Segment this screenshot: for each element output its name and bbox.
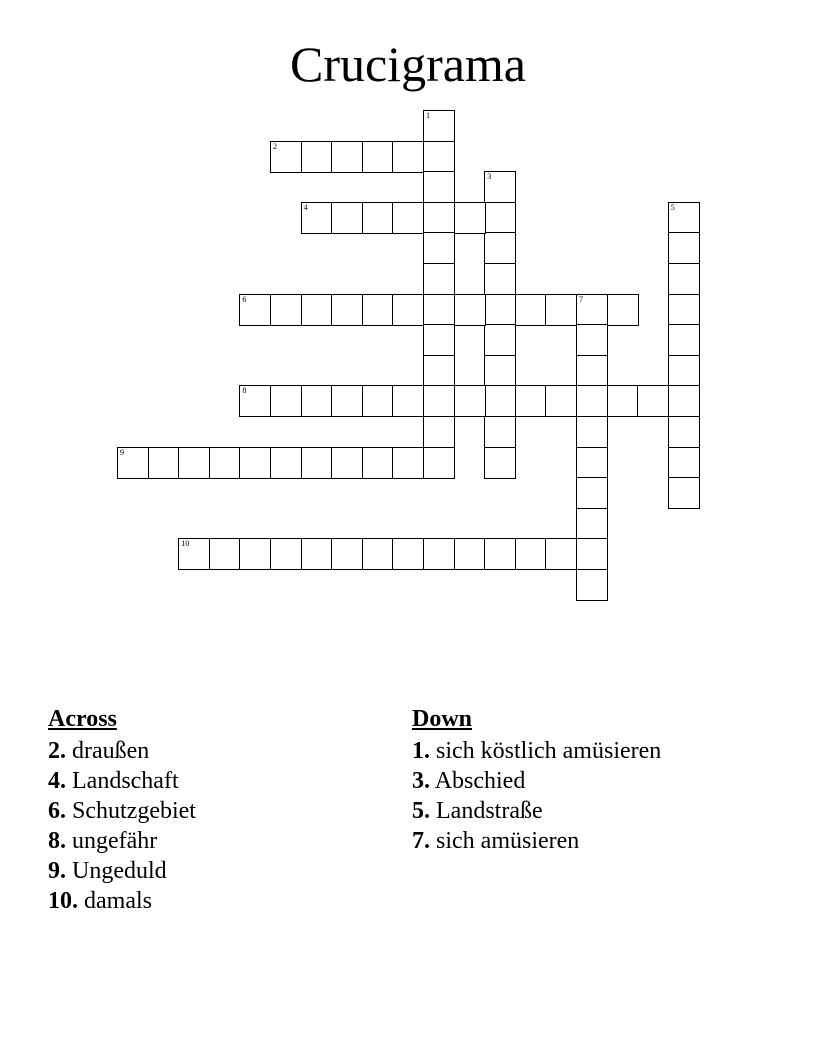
crossword-cell[interactable]: [301, 294, 333, 326]
crossword-cell[interactable]: [576, 294, 608, 326]
clue-number-label: 8: [242, 386, 247, 396]
crossword-cell[interactable]: [178, 447, 210, 479]
crossword-cell[interactable]: [270, 294, 302, 326]
crossword-cell[interactable]: [362, 294, 394, 326]
crossword-cell[interactable]: [484, 294, 516, 326]
clue-number: 7.: [412, 828, 430, 854]
crossword-cell[interactable]: [362, 385, 394, 417]
crossword-cell[interactable]: [301, 202, 333, 234]
crossword-cell[interactable]: [515, 385, 547, 417]
crossword-cell[interactable]: [423, 110, 455, 142]
crossword-cell[interactable]: [270, 447, 302, 479]
clue-across-10: [48, 886, 196, 916]
clue-number-label: 3: [487, 172, 492, 182]
crossword-cell[interactable]: [178, 538, 210, 570]
crossword-cell[interactable]: [576, 538, 608, 570]
crossword-cell[interactable]: [301, 538, 333, 570]
clue-text: sich amüsieren: [436, 828, 580, 854]
crossword-cell[interactable]: [607, 294, 639, 326]
clue-number: 4.: [48, 768, 66, 794]
crossword-cell[interactable]: [209, 447, 241, 479]
clue-across-6: [48, 796, 196, 826]
crossword-cell[interactable]: [515, 538, 547, 570]
crossword-cell[interactable]: [454, 202, 486, 234]
clue-number: 10.: [48, 888, 78, 914]
crossword-cell[interactable]: [607, 385, 639, 417]
crossword-cell[interactable]: [239, 538, 271, 570]
clue-number-label: 5: [670, 202, 675, 212]
crossword-cell[interactable]: [239, 385, 271, 417]
crossword-cell[interactable]: [331, 141, 363, 173]
crossword-cell[interactable]: [484, 232, 516, 264]
crossword-cell[interactable]: [362, 538, 394, 570]
crossword-cell[interactable]: [331, 294, 363, 326]
crossword-cell[interactable]: [484, 385, 516, 417]
crossword-cell[interactable]: [668, 355, 700, 387]
crossword-cell[interactable]: [392, 202, 424, 234]
crossword-cell[interactable]: [576, 477, 608, 509]
clue-number-label: 2: [273, 141, 277, 151]
clue-text: Schutzgebiet: [72, 798, 196, 824]
crossword-cell[interactable]: [484, 202, 516, 234]
crossword-cell[interactable]: [423, 171, 455, 203]
clue-down-3: [412, 766, 661, 796]
crossword-cell[interactable]: [331, 202, 363, 234]
crossword-cell[interactable]: [484, 171, 516, 203]
clue-down-1: [412, 736, 661, 766]
crossword-cell[interactable]: [545, 538, 577, 570]
crossword-cell[interactable]: [331, 447, 363, 479]
clue-number: 6.: [48, 798, 66, 824]
crossword-cell[interactable]: [301, 141, 333, 173]
clue-across-2: [48, 736, 196, 766]
crossword-cell[interactable]: [301, 447, 333, 479]
crossword-cell[interactable]: [392, 447, 424, 479]
clue-across-8: [48, 826, 196, 856]
clue-down-5: [412, 796, 661, 826]
crossword-cell[interactable]: [117, 447, 149, 479]
crossword-cell[interactable]: [545, 294, 577, 326]
crossword-cell[interactable]: [392, 294, 424, 326]
clue-text: ungefähr: [72, 828, 158, 854]
crossword-cell[interactable]: [668, 294, 700, 326]
crossword-cell[interactable]: [668, 263, 700, 295]
clue-number: 1.: [412, 738, 430, 764]
crossword-cell[interactable]: [362, 202, 394, 234]
crossword-cell[interactable]: [454, 294, 486, 326]
crossword-cell[interactable]: [423, 141, 455, 173]
crossword-cell[interactable]: [423, 324, 455, 356]
clue-number: 8.: [48, 828, 66, 854]
crossword-cell[interactable]: [484, 263, 516, 295]
clue-number: 3.: [412, 768, 430, 794]
crossword-cell[interactable]: [331, 538, 363, 570]
clue-number-label: 1: [426, 111, 430, 120]
crossword-cell[interactable]: [668, 477, 700, 509]
clue-number-label: 9: [120, 447, 124, 457]
clue-number-label: 6: [242, 294, 247, 304]
crossword-cell[interactable]: [423, 355, 455, 387]
clue-number: 9.: [48, 858, 66, 884]
crossword-cell[interactable]: [423, 232, 455, 264]
page-title: Crucigrama: [289, 36, 526, 92]
clue-across-4: [48, 766, 196, 796]
crossword-cell[interactable]: [484, 447, 516, 479]
crossword-cell[interactable]: [576, 355, 608, 387]
crossword-cell[interactable]: [668, 324, 700, 356]
crossword-cell[interactable]: [454, 385, 486, 417]
crossword-cell[interactable]: [423, 447, 455, 479]
crossword-cell[interactable]: [576, 447, 608, 479]
crossword-cell[interactable]: [423, 538, 455, 570]
crossword-cell[interactable]: [576, 385, 608, 417]
crossword-cell[interactable]: [392, 141, 424, 173]
crossword-cell[interactable]: [484, 538, 516, 570]
crossword-cell[interactable]: [484, 355, 516, 387]
crossword-cell[interactable]: [423, 263, 455, 295]
crossword-cell[interactable]: [668, 447, 700, 479]
crossword-cell[interactable]: [392, 538, 424, 570]
clue-number-label: 10: [181, 539, 190, 549]
clue-text: Abschied: [434, 768, 526, 794]
crossword-cell[interactable]: [515, 294, 547, 326]
clue-text: sich köstlich amüsieren: [436, 738, 662, 764]
down-heading: Down: [412, 706, 473, 732]
crossword-cell[interactable]: [576, 324, 608, 356]
crossword-cell[interactable]: [392, 385, 424, 417]
clue-number-label: 7: [579, 294, 583, 304]
crossword-cell[interactable]: [668, 385, 700, 417]
crossword-cell[interactable]: [454, 538, 486, 570]
crossword-cell[interactable]: [423, 416, 455, 448]
clue-text: draußen: [72, 738, 150, 764]
crossword-cell[interactable]: [576, 416, 608, 448]
crossword-cell[interactable]: [239, 447, 271, 479]
crossword-cell[interactable]: [239, 294, 271, 326]
crossword-cell[interactable]: [423, 385, 455, 417]
crossword-cell[interactable]: [209, 538, 241, 570]
crossword-cell[interactable]: [301, 385, 333, 417]
crossword-cell[interactable]: [545, 385, 577, 417]
clue-down-7: [412, 826, 661, 856]
down-clues: [412, 704, 661, 856]
clue-text: Landschaft: [72, 768, 179, 794]
clue-number: 2.: [48, 738, 66, 764]
crossword-cell[interactable]: [423, 294, 455, 326]
crossword-cell[interactable]: [423, 202, 455, 234]
crossword-cell[interactable]: [270, 141, 302, 173]
clue-text: Ungeduld: [72, 858, 167, 884]
across-heading: Across: [48, 706, 117, 732]
crossword-cell[interactable]: [270, 538, 302, 570]
clue-across-9: [48, 856, 196, 886]
crossword-cell[interactable]: [637, 385, 669, 417]
crossword-cell[interactable]: [576, 508, 608, 540]
crossword-cell[interactable]: [484, 416, 516, 448]
clue-text: damals: [84, 888, 152, 914]
crossword-cell[interactable]: [148, 447, 180, 479]
crossword-cell[interactable]: [484, 324, 516, 356]
crossword-cell[interactable]: [362, 141, 394, 173]
crossword-cell[interactable]: [576, 569, 608, 601]
across-clues: [48, 704, 196, 916]
crossword-cell[interactable]: [362, 447, 394, 479]
crossword-cell[interactable]: [270, 385, 302, 417]
clue-text: Landstraße: [436, 798, 543, 824]
crossword-cell[interactable]: [668, 232, 700, 264]
clue-number: 5.: [412, 798, 430, 824]
crossword-cell[interactable]: [331, 385, 363, 417]
crossword-cell[interactable]: [668, 202, 700, 234]
crossword-cell[interactable]: [668, 416, 700, 448]
clue-number-label: 4: [303, 202, 308, 212]
